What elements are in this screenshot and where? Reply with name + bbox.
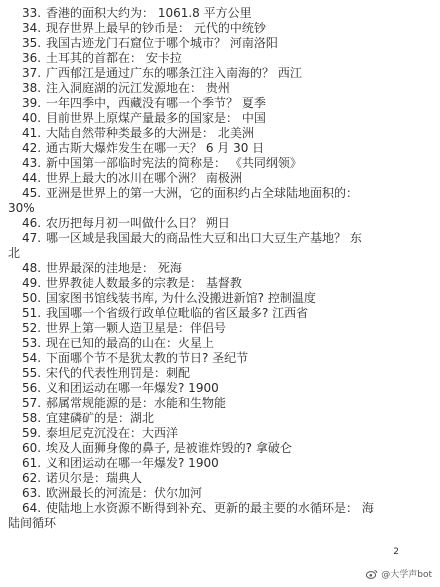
list-item — [8, 501, 434, 516]
list-item — [8, 111, 434, 126]
list-item — [8, 486, 434, 501]
item-text: 世界上第一颗人造卫星是：伴侣号 — [46, 321, 227, 335]
item-number: 55. — [22, 366, 42, 380]
item-number: 38. — [22, 81, 42, 95]
item-text: 土耳其的首都在： 安卡拉 — [46, 51, 182, 65]
item-number: 33. — [22, 6, 42, 20]
item-text: 世界教徒人数最多的宗教是： 基督教 — [46, 276, 242, 290]
list-item — [8, 96, 434, 111]
list-item — [8, 291, 434, 306]
item-number: 43. — [22, 156, 42, 170]
item-text: 义和团运动在哪一年爆发? 1900 — [46, 381, 219, 395]
list-item — [8, 66, 434, 81]
list-item — [8, 6, 434, 21]
item-text-continuation: 陆间循环 — [8, 516, 57, 530]
item-text: 国家图书馆线装书库, 为什么没搬进新馆? 控制温度 — [46, 291, 316, 305]
item-text: 宋代的代表性刑罚是：刺配 — [46, 366, 191, 380]
list-item — [8, 381, 434, 396]
item-text: 现存世界上最早的钞币是： 元代的中统钞 — [46, 21, 266, 35]
list-item — [8, 81, 434, 96]
item-text: 新中国第一部临时宪法的简称是： 《共同纲领》 — [46, 156, 302, 170]
watermark-text: @大学声bot — [381, 570, 432, 580]
weibo-logo-icon — [366, 569, 378, 579]
item-number: 34. — [22, 21, 42, 35]
item-text: 世界上最大的冰川在哪个洲？ 南极洲 — [46, 171, 242, 185]
item-text: 一年四季中，西藏没有哪一个季节？ 夏季 — [46, 96, 266, 110]
watermark — [366, 567, 432, 580]
item-number: 62. — [22, 471, 42, 485]
item-text: 现在已知的最高的山在：火星上 — [46, 336, 215, 350]
list-item — [8, 471, 434, 486]
list-item — [8, 366, 434, 381]
item-number: 54. — [22, 351, 42, 365]
list-item — [8, 186, 434, 201]
item-number: 63. — [22, 486, 42, 500]
question-list — [8, 6, 434, 531]
list-item — [8, 156, 434, 171]
item-number: 49. — [22, 276, 42, 290]
item-number: 36. — [22, 51, 42, 65]
item-number: 48. — [22, 261, 42, 275]
item-number: 42. — [22, 141, 42, 155]
item-text: 大陆自然带种类最多的大洲是： 北美洲 — [46, 126, 254, 140]
item-number: 51. — [22, 306, 42, 320]
item-number: 46. — [22, 216, 42, 230]
item-text: 通古斯大爆炸发生在哪一天？ 6 月 30 日 — [46, 141, 265, 155]
item-text: 香港的面积大约为： 1061.8 平方公里 — [46, 6, 252, 20]
item-text: 欧洲最长的河流是：伏尔加河 — [46, 486, 203, 500]
item-text: 诺贝尔是：瑞典人 — [46, 471, 143, 485]
item-number: 64. — [22, 501, 42, 515]
item-number: 47. — [22, 231, 42, 245]
list-item — [8, 456, 434, 471]
item-text-continuation: 30% — [8, 201, 35, 215]
list-item — [8, 351, 434, 366]
item-text-continuation: 北 — [8, 246, 21, 260]
list-item — [8, 126, 434, 141]
item-number: 59. — [22, 426, 42, 440]
list-item — [8, 36, 434, 51]
item-text: 郝属常规能源的是：水能和生物能 — [46, 396, 227, 410]
item-text: 我国哪一个省级行政单位毗临的省区最多? 江西省 — [46, 306, 309, 320]
item-text: 注入洞庭湖的沅江发源地在： 贵州 — [46, 81, 230, 95]
list-item — [8, 441, 434, 456]
item-number: 60. — [22, 441, 42, 455]
list-item — [8, 21, 434, 36]
item-text: 哪一区域是我国最大的商品性大豆和出口大豆生产基地？ 东 — [46, 231, 362, 245]
item-text: 宜建磷矿的是：湖北 — [46, 411, 155, 425]
list-item — [8, 171, 434, 186]
item-number: 41. — [22, 126, 42, 140]
item-number: 57. — [22, 396, 42, 410]
item-text: 亚洲是世界上的第一大洲，它的面积约占全球陆地面积的： — [46, 186, 359, 200]
item-number: 39. — [22, 96, 42, 110]
item-number: 44. — [22, 171, 42, 185]
list-item — [8, 321, 434, 336]
list-item — [8, 141, 434, 156]
list-item — [8, 231, 434, 246]
item-number: 40. — [22, 111, 42, 125]
list-item — [8, 216, 434, 231]
list-item — [8, 426, 434, 441]
item-number: 53. — [22, 336, 42, 350]
item-number: 58. — [22, 411, 42, 425]
item-text: 下面哪个节不是犹太教的节日? 圣纪节 — [46, 351, 249, 365]
item-text: 我国古迹龙门石窟位于哪个城市？ 河南洛阳 — [46, 36, 278, 50]
item-text: 目前世界上原煤产量最多的国家是： 中国 — [46, 111, 266, 125]
item-text: 埃及人面狮身像的鼻子, 是被谁炸毁的? 拿破仑 — [46, 441, 292, 455]
item-number: 61. — [22, 456, 42, 470]
list-item — [8, 396, 434, 411]
list-item — [8, 411, 434, 426]
item-number: 56. — [22, 381, 42, 395]
page-number: 2 — [393, 547, 399, 557]
item-number: 37. — [22, 66, 42, 80]
item-text: 泰坦尼克沉没在：大西洋 — [46, 426, 179, 440]
item-number: 50. — [22, 291, 42, 305]
list-item — [8, 51, 434, 66]
item-text: 义和团运动在哪一年爆发? 1900 — [46, 456, 219, 470]
list-item — [8, 306, 434, 321]
item-text: 世界最深的洼地是： 死海 — [46, 261, 182, 275]
list-item — [8, 336, 434, 351]
item-text: 广西郁江是通过广东的哪条江注入南海的？ 西江 — [46, 66, 302, 80]
item-number: 45. — [22, 186, 42, 200]
list-item — [8, 261, 434, 276]
item-text: 农历把每月初一叫做什么日？ 朔日 — [46, 216, 230, 230]
list-item — [8, 276, 434, 291]
item-number: 35. — [22, 36, 42, 50]
item-text: 使陆地上水资源不断得到补充、更新的最主要的水循环是： 海 — [46, 501, 374, 515]
item-number: 52. — [22, 321, 42, 335]
